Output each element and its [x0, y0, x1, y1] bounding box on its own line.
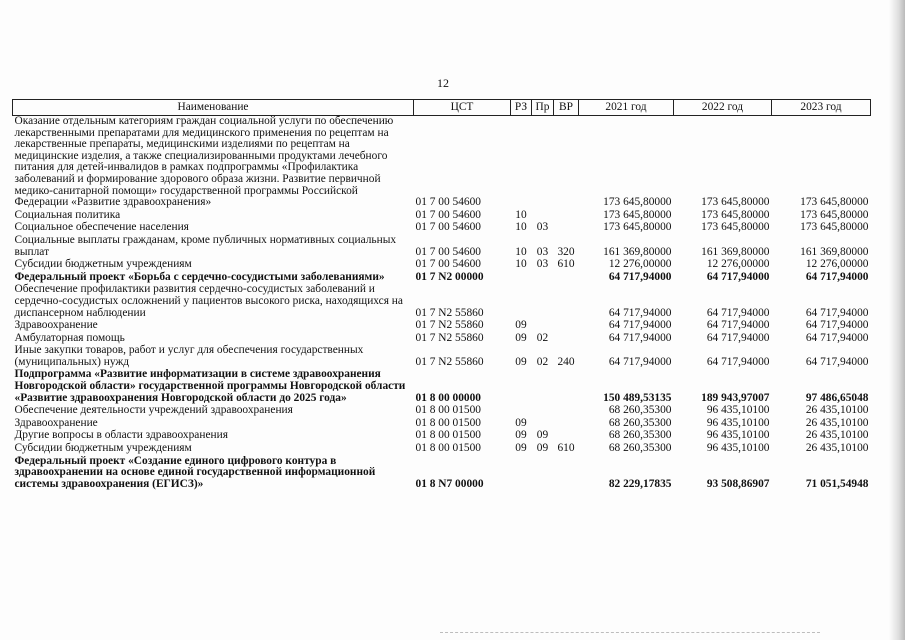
table-row: [13, 456, 871, 492]
row-2022: 93 508,86907: [706, 477, 770, 490]
row-name: Оказание отдельным категориям граждан социальной услуги по обеспечению лекарственными препаратами для медицинского применения по рецептам на лекарственные препараты, медицинскими изделиями по рецептам на медицинские изделия, а также специализированными продуктами лечебного питания для детей-инвалидов в рамках подпрограммы «Профилактика заболеваний и формирование здорового образа жизни. Развитие первичной медико-санитарной помощи» государственной программы Российской Федерации «Развитие здравоохранения»: [14, 115, 394, 209]
row-csr: 01 7 00 54600: [415, 196, 481, 209]
row-2021: 161 369,80000: [603, 245, 672, 258]
row-rz: [511, 284, 532, 320]
row-vr: 240: [557, 355, 575, 368]
row-2022: 12 276,00000: [706, 258, 770, 271]
row-name: Социальное обеспечение населения: [14, 221, 189, 234]
row-rz: 09: [515, 355, 527, 368]
row-2021: 12 276,00000: [608, 258, 672, 271]
row-2021: 68 260,35300: [608, 416, 672, 429]
row-rz: 10: [515, 258, 527, 271]
row-name: Федеральный проект «Создание единого цифрового контура в здравоохранении на основе единой государственной информационной системы здравоохранения (ЕГИСЗ)»: [14, 454, 376, 490]
row-2021: 64 717,94000: [608, 270, 672, 283]
row-2022: 64 717,94000: [706, 270, 770, 283]
row-2023: 26 435,10100: [805, 416, 869, 429]
row-2021: 173 645,80000: [603, 208, 672, 221]
row-2023: 97 486,65048: [805, 391, 869, 404]
row-2022: 173 645,80000: [701, 196, 770, 209]
row-pr: [532, 116, 554, 210]
row-2023: 64 717,94000: [805, 331, 869, 344]
row-pr: [532, 272, 554, 285]
row-2021: 64 717,94000: [608, 355, 672, 368]
row-vr: [554, 456, 579, 492]
row-name: Иные закупки товаров, работ и услуг для обеспечения государственных (муниципальных) нужд: [14, 344, 364, 368]
row-name: Подпрограмма «Развитие информатизации в системе здравоохранения Новгородской области» государственной программы Новгородской области «Развитие здравоохранения Новгородской области до 2025 года»: [14, 368, 406, 404]
scan-noise: [440, 632, 820, 635]
row-rz: [511, 272, 532, 285]
row-2023: 161 369,80000: [800, 245, 869, 258]
row-2022: 96 435,10100: [706, 442, 770, 455]
row-csr: 01 7 N2 55860: [415, 331, 484, 344]
row-csr: 01 8 00 00000: [415, 391, 481, 404]
row-csr: 01 7 N2 55860: [415, 319, 484, 332]
budget-table: [12, 99, 871, 491]
row-rz: 10: [515, 245, 527, 258]
row-2021: 64 717,94000: [608, 331, 672, 344]
row-vr: [554, 369, 579, 405]
row-2023: 173 645,80000: [800, 196, 869, 209]
row-pr: [532, 456, 554, 492]
row-csr: 01 8 00 01500: [415, 442, 481, 455]
row-vr: [554, 284, 579, 320]
table-row: [13, 259, 871, 272]
row-vr: [554, 333, 579, 346]
row-vr: 610: [557, 258, 575, 271]
row-2022: 189 943,97007: [701, 391, 770, 404]
row-pr: 09: [536, 442, 549, 455]
row-2023: 64 717,94000: [805, 270, 869, 283]
row-2022: 64 717,94000: [706, 331, 770, 344]
row-vr: 610: [557, 442, 575, 455]
row-csr: 01 7 N2 55860: [415, 306, 484, 319]
row-2023: 71 051,54948: [805, 477, 869, 490]
row-pr: 03: [536, 221, 549, 234]
row-csr: 01 7 N2 00000: [415, 270, 484, 283]
table-row: [13, 284, 871, 320]
row-vr: 320: [557, 245, 575, 258]
row-vr: [554, 320, 579, 333]
row-2023: 173 645,80000: [800, 221, 869, 234]
table-row: [13, 116, 871, 210]
header-2023: 2023 год: [772, 100, 871, 116]
row-csr: 01 8 N7 00000: [415, 477, 484, 490]
row-rz: 09: [515, 429, 527, 442]
page-number: 12: [437, 76, 449, 90]
row-2022: 96 435,10100: [706, 429, 770, 442]
row-rz: [511, 405, 532, 418]
scan-edge-shadow: [889, 0, 905, 640]
table-row: [13, 369, 871, 405]
row-vr: [554, 405, 579, 418]
row-name: Амбулаторная помощь: [14, 331, 125, 344]
row-pr: 02: [536, 331, 549, 344]
table-row: [13, 345, 871, 369]
row-2022: 173 645,80000: [701, 221, 770, 234]
row-rz: 10: [515, 208, 527, 221]
row-pr: [532, 405, 554, 418]
row-2022: 161 369,80000: [701, 245, 770, 258]
header-2022: 2022 год: [674, 100, 772, 116]
table-body: [13, 116, 871, 492]
table-row: [13, 320, 871, 333]
row-csr: 01 7 00 54600: [415, 245, 481, 258]
header-name: Наименование: [13, 100, 414, 116]
row-csr: 01 7 N2 55860: [415, 355, 484, 368]
row-vr: [554, 210, 579, 223]
row-rz: 09: [515, 331, 527, 344]
row-vr: [554, 272, 579, 285]
row-pr: [532, 320, 554, 333]
row-csr: 01 7 00 54600: [415, 208, 481, 221]
row-name: Социальная политика: [14, 208, 121, 221]
row-pr: [532, 369, 554, 405]
row-name: Социальные выплаты гражданам, кроме публичных нормативных социальных выплат: [14, 233, 397, 258]
row-name: Субсидии бюджетным учреждениям: [14, 258, 192, 271]
row-name: Другие вопросы в области здравоохранения: [14, 429, 228, 442]
table-row: [13, 405, 871, 418]
row-rz: [511, 456, 532, 492]
row-2021: 64 717,94000: [608, 319, 672, 332]
row-pr: 03: [536, 245, 549, 258]
header-vr: ВР: [554, 100, 579, 116]
row-pr: [532, 284, 554, 320]
table-row: [13, 235, 871, 259]
row-2023: 26 435,10100: [805, 429, 869, 442]
row-vr: [554, 418, 579, 431]
row-2022: 173 645,80000: [701, 208, 770, 221]
row-2022: 64 717,94000: [706, 306, 770, 319]
row-name: Здравоохранение: [14, 416, 98, 429]
row-name: Федеральный проект «Борьба с сердечно-сосудистыми заболеваниями»: [14, 270, 385, 283]
row-2023: 26 435,10100: [805, 404, 869, 417]
row-2023: 12 276,00000: [805, 258, 869, 271]
row-csr: 01 7 00 54600: [415, 221, 481, 234]
header-2021: 2021 год: [579, 100, 674, 116]
row-name: Здравоохранение: [14, 319, 98, 332]
row-pr: 03: [536, 258, 549, 271]
row-2023: 64 717,94000: [805, 306, 869, 319]
row-2022: 64 717,94000: [706, 355, 770, 368]
header-pr: Пр: [532, 100, 554, 116]
row-2023: 173 645,80000: [800, 208, 869, 221]
row-2021: 68 260,35300: [608, 429, 672, 442]
table-header: [13, 100, 871, 116]
row-name: Субсидии бюджетным учреждениям: [14, 442, 192, 455]
row-vr: [554, 116, 579, 210]
row-2021: 150 489,53135: [603, 391, 672, 404]
header-csr: ЦСТ: [414, 100, 511, 116]
row-2023: 26 435,10100: [805, 442, 869, 455]
row-2021: 173 645,80000: [603, 196, 672, 209]
row-rz: 09: [515, 416, 527, 429]
row-pr: 02: [536, 355, 549, 368]
row-rz: 09: [515, 319, 527, 332]
row-rz: [511, 116, 532, 210]
row-2021: 64 717,94000: [608, 306, 672, 319]
row-2021: 68 260,35300: [608, 442, 672, 455]
row-rz: 09: [515, 442, 527, 455]
row-vr: [554, 222, 579, 235]
row-2021: 68 260,35300: [608, 404, 672, 417]
table-row: [13, 443, 871, 456]
row-2022: 96 435,10100: [706, 404, 770, 417]
row-pr: 09: [536, 429, 549, 442]
row-csr: 01 7 00 54600: [415, 258, 481, 271]
row-csr: 01 8 00 01500: [415, 416, 481, 429]
row-rz: 10: [515, 221, 527, 234]
row-name: Обеспечение деятельности учреждений здравоохранения: [14, 404, 293, 417]
row-2022: 64 717,94000: [706, 319, 770, 332]
row-name: Обеспечение профилактики развития сердечно-сосудистых заболеваний и сердечно-сосудистых осложнений у пациентов высокого риска, находящихся на диспансерном наблюдении: [14, 283, 403, 319]
row-2023: 64 717,94000: [805, 355, 869, 368]
row-2023: 64 717,94000: [805, 319, 869, 332]
row-2021: 82 229,17835: [608, 477, 672, 490]
row-rz: [511, 369, 532, 405]
header-rz: РЗ: [511, 100, 532, 116]
row-2021: 173 645,80000: [603, 221, 672, 234]
row-csr: 01 8 00 01500: [415, 429, 481, 442]
row-2022: 96 435,10100: [706, 416, 770, 429]
row-csr: 01 8 00 01500: [415, 404, 481, 417]
